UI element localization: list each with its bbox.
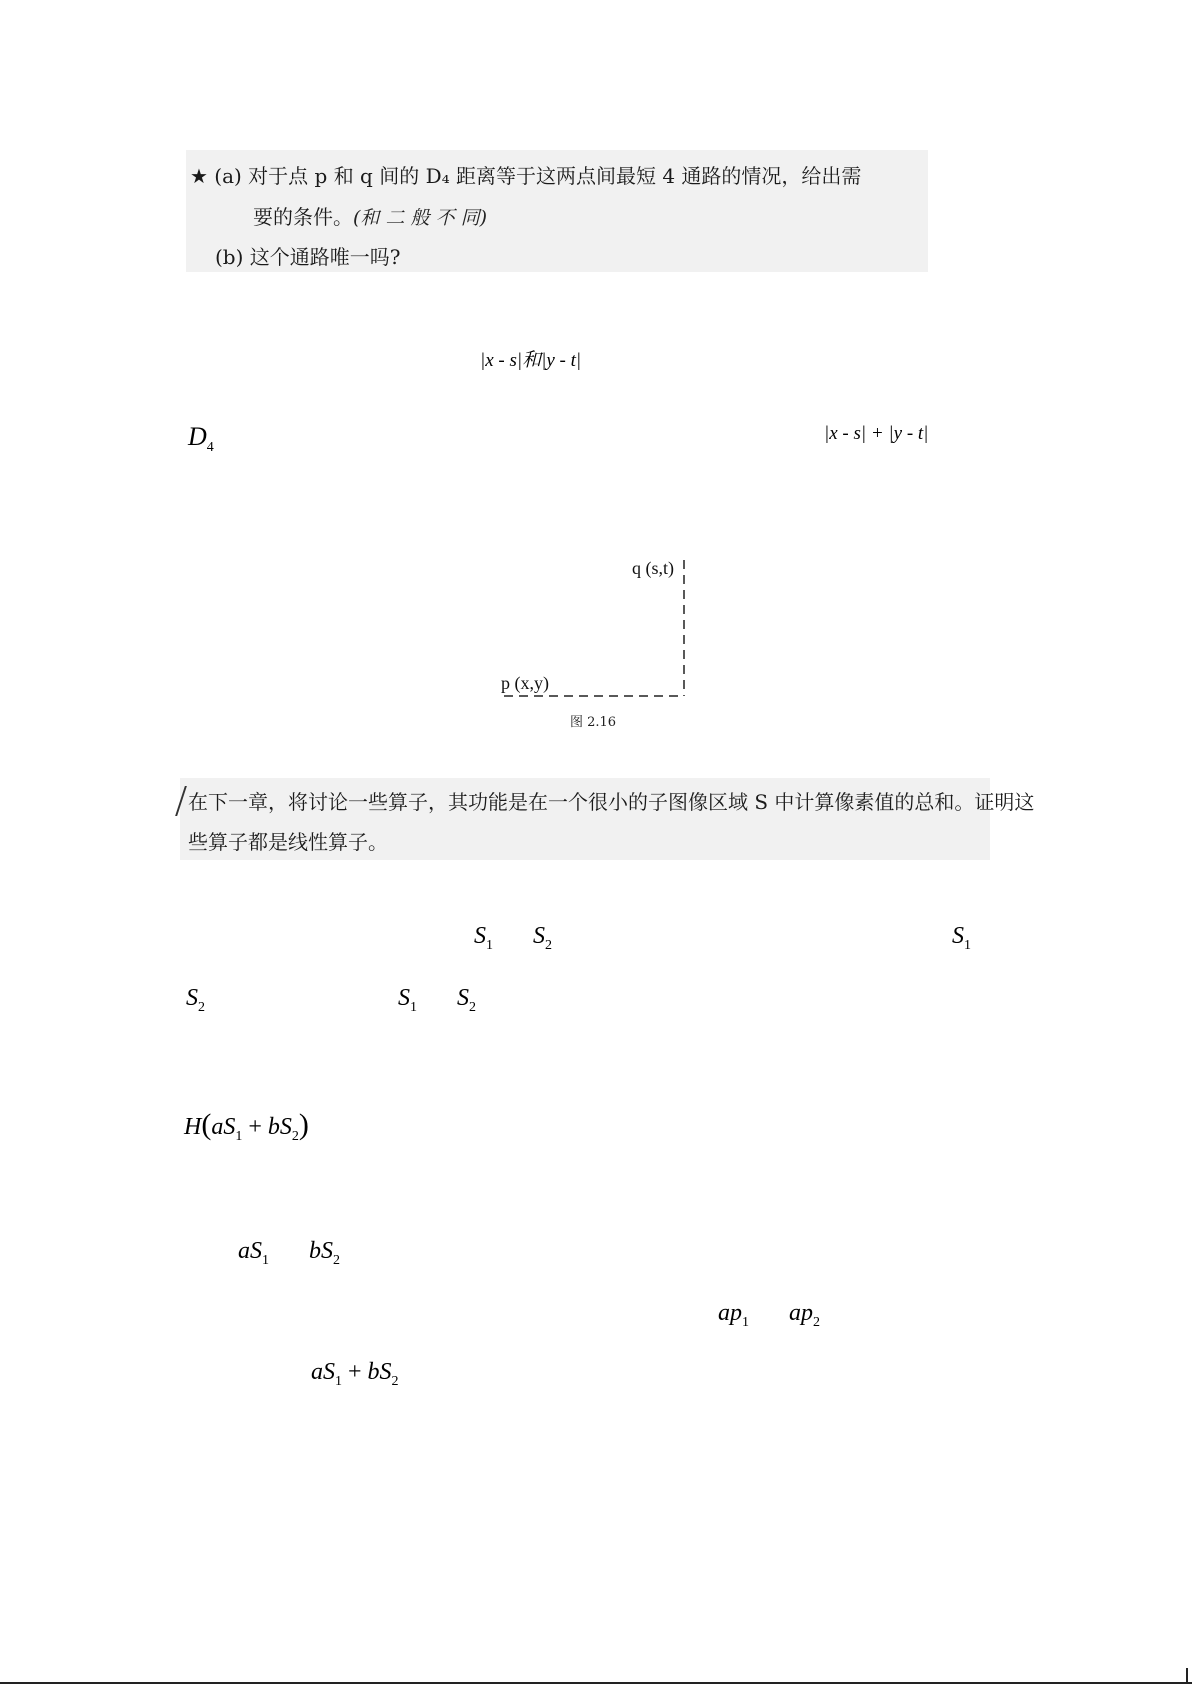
figure-caption: 图 2.16 [570, 715, 617, 730]
problem-2-line-1: 在下一章，将讨论一些算子，其功能是在一个很小的子图像区域 S 中计算像素值的总和。证明这 [188, 790, 1035, 814]
problem-1-line-a2: 要的条件。(和 二 般 不 同) [253, 205, 487, 229]
page-bottom-rule [0, 1682, 1192, 1684]
s1-symbol-mid: $S_1$ [398, 985, 417, 1015]
q-point-label: q (s,t) [632, 558, 674, 578]
page-bottom-tick [1186, 1668, 1188, 1684]
d4-symbol: $D_4$ [188, 422, 214, 455]
ap1-term: $ap_1$ [718, 1300, 749, 1330]
s1-symbol: $S_1$ [474, 923, 493, 953]
problem-1-line-b: (b) 这个通路唯一吗? [215, 245, 401, 269]
s1-symbol-right: $S_1$ [952, 923, 971, 953]
abs-sum-expression: |x - s| + |y - t| [824, 423, 929, 444]
s2-symbol-left: $S_2$ [186, 985, 205, 1015]
problem-1-line-a: ★ (a) 对于点 p 和 q 间的 D₄ 距离等于这两点间最短 4 通路的情况，给出需 [190, 164, 862, 188]
sum-expression: $aS_1 + bS_2$ [311, 1359, 399, 1389]
star-icon: ★ [190, 164, 208, 188]
ap2-term: $ap_2$ [789, 1300, 820, 1330]
s2-symbol: $S_2$ [533, 923, 552, 953]
s2-symbol-mid: $S_2$ [457, 985, 476, 1015]
problem-2-line-2: 些算子都是线性算子。 [188, 830, 388, 854]
abs-pair-expression: |x - s|和|y - t| [480, 350, 582, 371]
h-expression: $H(aS_1 + bS_2)$ [184, 1108, 309, 1144]
p-point-label: p (x,y) [501, 673, 549, 693]
handwritten-note: (和 二 般 不 同) [353, 207, 487, 229]
bs2-term: $bS_2$ [309, 1238, 340, 1268]
as1-term: $aS_1$ [238, 1238, 269, 1268]
